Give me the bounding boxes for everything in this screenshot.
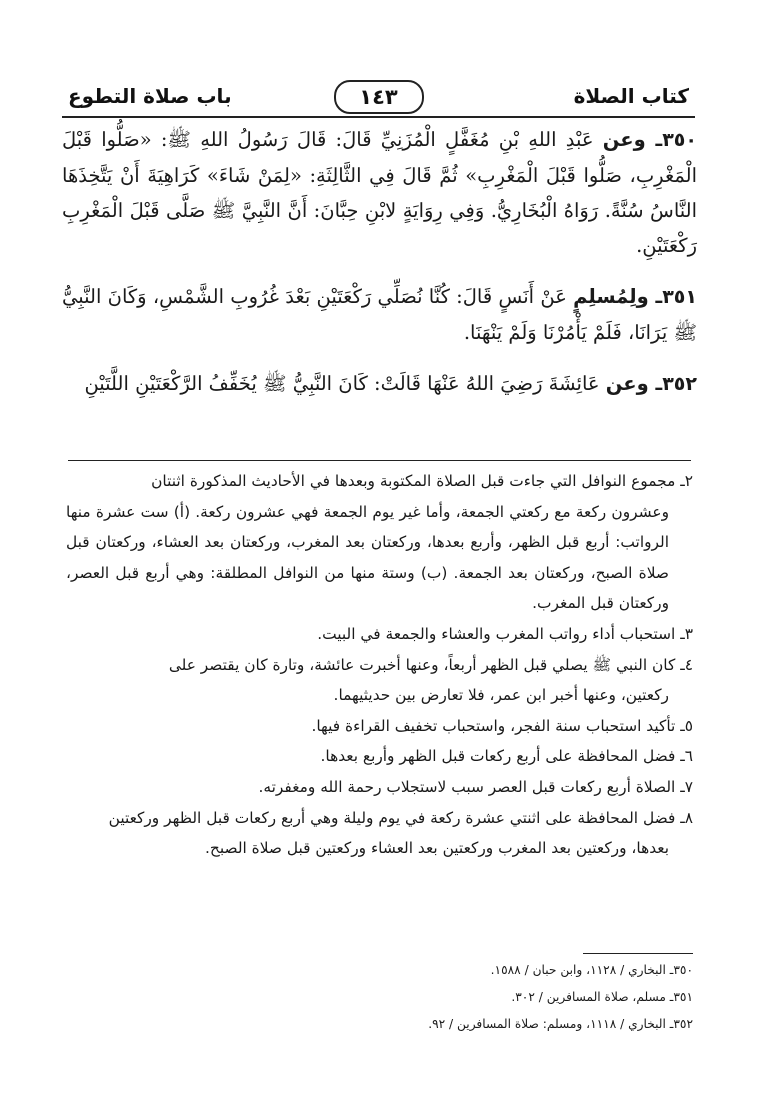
benefit-number: ٥ — [684, 716, 693, 735]
benefit-lead: ـ فضل المحافظة على اثنتي عشرة ركعة في يوم وليلة وهي أربع ركعات قبل الظهر وركعتين — [108, 808, 685, 827]
benefit-number: ٨ — [684, 808, 693, 827]
hadith-text — [62, 122, 697, 418]
benefit-lead: ـ تأكيد استحباب سنة الفجر، واستحباب تخفيف القراءة فيها. — [311, 716, 685, 735]
benefit-lead: ـ مجموع النوافل التي جاءت قبل الصلاة المكتوبة وبعدها في الأحاديث المذكورة اثنتان — [151, 472, 685, 490]
benefit-lead: ـ فضل المحافظة على أربع ركعات قبل الظهر وأربع بعدها. — [320, 747, 685, 766]
benefit-item — [66, 466, 693, 619]
benefit-item — [66, 619, 693, 650]
benefit-item — [66, 741, 693, 772]
page-number: ١٤٣ — [334, 80, 424, 114]
benefit-continuation: ركعتين، وعنها أخبر ابن عمر، فلا تعارض بين حديثيهما. — [333, 686, 669, 705]
section-divider — [68, 460, 691, 461]
header-rule — [62, 116, 695, 118]
hadith-body: عَائِشَةَ رَضِيَ اللهُ عَنْهَا قَالَتْ: كَانَ النَّبِيُّ ﷺ يُخَفِّفُ الرَّكْعَتَيْنِ اللَّتَيْنِ — [84, 372, 600, 395]
footnote-350: ٣٥٠ـ البخاري / ١١٢٨، وابن حبان / ١٥٨٨. — [490, 963, 693, 977]
hadith-body: عَنْ أَنَسٍ قَالَ: كُنَّا نُصَلِّي رَكْعَتَيْنِ بَعْدَ غُرُوبِ الشَّمْسِ، وَكَانَ النَّبِيُّ ﷺ يَرَانَا، فَلَمْ يَأْمُرْنَا وَلَمْ يَنْهَنَا. — [62, 285, 697, 344]
benefit-number: ٧ — [684, 777, 693, 796]
footnote-rule — [583, 953, 693, 954]
benefit-continuation: وعشرون ركعة مع ركعتي الجمعة، وأما غير يوم الجمعة فهي عشرون ركعة. (أ) ست عشرة منها الرواتب: أربع قبل الظهر، وأربع بعدها، وركعتان بعد المغرب، وركعتان بعد العشاء، وركعتان قبل صلاة الصبح، وركعتان بعد الجمعة. (ب) وستة منها من النوافل المطلقة: وهي أربع قبل العصر، وركعتان قبل المغرب. — [66, 502, 669, 613]
hadith-intro: ـ ولِمُسلِمٍ — [573, 285, 663, 308]
hadith-351 — [62, 279, 697, 350]
benefit-number: ٣ — [684, 624, 693, 643]
hadith-intro: ـ وعن — [602, 128, 663, 151]
hadith-350 — [62, 122, 697, 263]
benefit-continuation: بعدها، وركعتين بعد المغرب وركعتين بعد العشاء وركعتين قبل صلاة الصبح. — [205, 839, 669, 858]
footnotes — [66, 957, 693, 1038]
hadith-intro: ـ وعن — [605, 372, 663, 395]
hadith-352 — [62, 366, 697, 402]
benefit-lead: ـ كان النبي ﷺ يصلي قبل الظهر أربعاً، وعنها أخبرت عائشة، وتارة كان يقتصر على — [168, 655, 685, 674]
benefit-item — [66, 803, 693, 864]
chapter-title: باب صلاة التطوع — [68, 84, 232, 108]
benefit-item — [66, 650, 693, 711]
benefit-number: ٢ — [684, 472, 693, 490]
hadith-number: ٣٥٠ — [662, 129, 697, 151]
hadith-body: عَبْدِ اللهِ بْنِ مُغَفَّلٍ الْمُزَنِيِّ قَالَ: قَالَ رَسُولُ اللهِ ﷺ: «صَلُّوا قَبْلَ الْمَغْرِبِ، صَلُّوا قَبْلَ الْمَغْرِبِ» ثُمَّ قَالَ فِي الثَّالِثَةِ: «لِمَنْ شَاءَ» كَرَاهِيَةَ أَنْ يَتَّخِذَهَا النَّاسُ سُنَّةً. رَوَاهُ الْبُخَارِيُّ. وَفِي رِوَايَةٍ لابْنِ حِبَّانَ: أَنَّ النَّبِيَّ ﷺ صَلَّى قَبْلَ الْمَغْرِبِ رَكْعَتَيْنِ. — [62, 128, 697, 257]
benefit-number: ٤ — [684, 655, 693, 674]
hadith-number: ٣٥١ — [662, 286, 697, 308]
benefits-list — [66, 466, 693, 864]
footnote-351: ٣٥١ـ مسلم، صلاة المسافرين / ٣٠٢. — [511, 990, 693, 1004]
benefit-item — [66, 711, 693, 742]
benefit-lead: ـ الصلاة أربع ركعات قبل العصر سبب لاستجلاب رحمة الله ومغفرته. — [258, 777, 685, 796]
book-title: كتاب الصلاة — [573, 84, 689, 108]
benefit-number: ٦ — [684, 747, 693, 766]
hadith-number: ٣٥٢ — [662, 373, 697, 395]
page-header — [68, 80, 689, 116]
benefit-item — [66, 772, 693, 803]
benefit-lead: ـ استحباب أداء رواتب المغرب والعشاء والجمعة في البيت. — [317, 624, 685, 643]
footnote-352: ٣٥٢ـ البخاري / ١١١٨، ومسلم: صلاة المسافرين / ٩٢. — [428, 1017, 693, 1031]
